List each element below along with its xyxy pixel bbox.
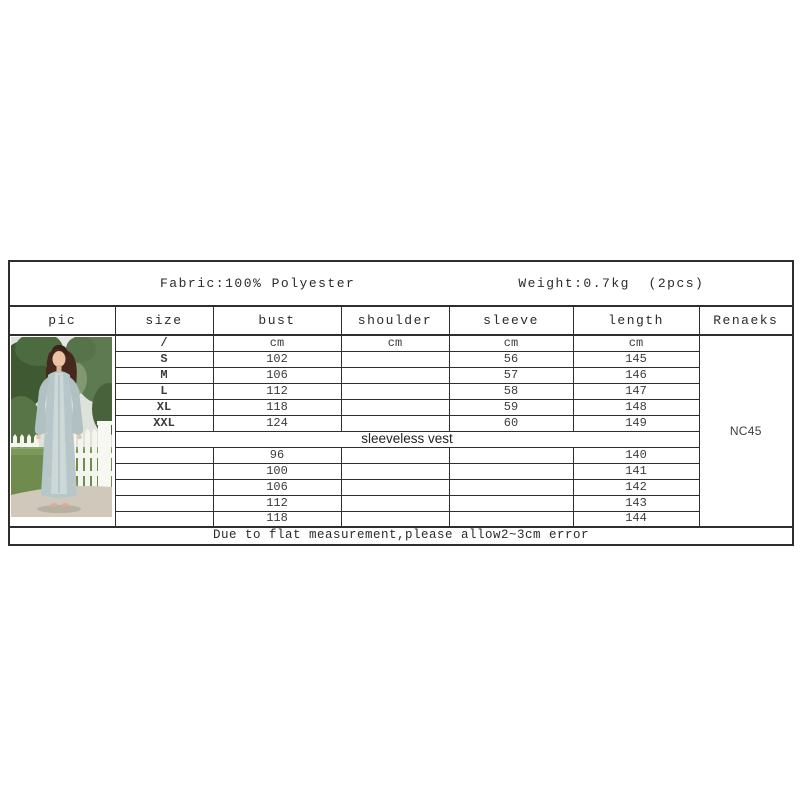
header-shoulder: shoulder — [341, 306, 449, 335]
cell-shoulder — [341, 351, 449, 367]
size-chart-table — [8, 260, 794, 546]
cell-shoulder — [341, 415, 449, 431]
product-photo — [11, 337, 112, 517]
cell-length: 145 — [573, 351, 699, 367]
cell-sleeve: 56 — [449, 351, 573, 367]
model-right-hand — [77, 435, 82, 440]
header-bust: bust — [213, 306, 341, 335]
model-neck — [57, 365, 62, 372]
cell-sleeve: 57 — [449, 367, 573, 383]
model-right-shoe — [62, 503, 69, 507]
header-length: length — [573, 306, 699, 335]
vest-row — [9, 495, 793, 511]
cell-size — [115, 479, 213, 495]
info-cell — [9, 261, 793, 306]
cell-sleeve — [449, 495, 573, 511]
weight-text: Weight:0.7kg (2pcs) — [518, 275, 705, 291]
fence-post — [98, 423, 111, 491]
cell-size — [115, 463, 213, 479]
cell-bust: cm — [213, 335, 341, 351]
table-row-m — [9, 367, 793, 383]
vest-row — [9, 463, 793, 479]
cell-shoulder — [341, 399, 449, 415]
cell-shoulder — [341, 495, 449, 511]
cell-length: 141 — [573, 463, 699, 479]
model-left-shoe — [51, 503, 58, 507]
cell-length: cm — [573, 335, 699, 351]
cell-bust: 124 — [213, 415, 341, 431]
model-shadow — [37, 505, 81, 513]
cell-shoulder — [341, 383, 449, 399]
cell-length: 146 — [573, 367, 699, 383]
note-row — [9, 527, 793, 545]
cell-length: 142 — [573, 479, 699, 495]
product-photo-cell — [9, 335, 115, 527]
vest-row — [9, 447, 793, 463]
cell-sleeve: 60 — [449, 415, 573, 431]
cell-size: S — [115, 351, 213, 367]
model-face — [53, 351, 66, 367]
cell-length: 143 — [573, 495, 699, 511]
cell-length: 149 — [573, 415, 699, 431]
cell-sleeve: 58 — [449, 383, 573, 399]
cell-shoulder — [341, 511, 449, 527]
table-row-units — [9, 335, 793, 351]
table-row-l — [9, 383, 793, 399]
header-sleeve: sleeve — [449, 306, 573, 335]
measurement-note: Due to flat measurement,please allow2~3cm error — [9, 527, 793, 545]
cell-size — [115, 495, 213, 511]
cell-bust: 100 — [213, 463, 341, 479]
cell-length: 147 — [573, 383, 699, 399]
header-pic: pic — [9, 306, 115, 335]
cell-shoulder — [341, 447, 449, 463]
cell-shoulder — [341, 479, 449, 495]
cell-bust: 106 — [213, 479, 341, 495]
table-row-xxl — [9, 415, 793, 431]
header-row — [9, 306, 793, 335]
fabric-text: Fabric:100% Polyester — [160, 275, 356, 291]
cell-bust: 112 — [213, 495, 341, 511]
cell-bust: 102 — [213, 351, 341, 367]
cell-sleeve — [449, 479, 573, 495]
table-row-s — [9, 351, 793, 367]
cell-size — [115, 511, 213, 527]
cell-size — [115, 447, 213, 463]
header-remark: Renaeks — [699, 306, 793, 335]
cell-length: 144 — [573, 511, 699, 527]
cell-sleeve — [449, 511, 573, 527]
cell-size: / — [115, 335, 213, 351]
cell-bust: 118 — [213, 399, 341, 415]
info-texts — [10, 277, 792, 291]
cell-sleeve: 59 — [449, 399, 573, 415]
vest-section-row — [9, 431, 793, 447]
cell-size: XXL — [115, 415, 213, 431]
cell-size: M — [115, 367, 213, 383]
cell-sleeve: cm — [449, 335, 573, 351]
vest-row — [9, 511, 793, 527]
table-row-xl — [9, 399, 793, 415]
cell-bust: 96 — [213, 447, 341, 463]
cell-sleeve — [449, 447, 573, 463]
cell-bust: 106 — [213, 367, 341, 383]
cell-shoulder: cm — [341, 335, 449, 351]
cell-size: L — [115, 383, 213, 399]
cell-sleeve — [449, 463, 573, 479]
cell-size: XL — [115, 399, 213, 415]
cell-length: 140 — [573, 447, 699, 463]
info-row — [9, 261, 793, 306]
header-size: size — [115, 306, 213, 335]
cell-shoulder — [341, 367, 449, 383]
cell-bust: 112 — [213, 383, 341, 399]
model-left-hand — [36, 435, 41, 440]
cell-shoulder — [341, 463, 449, 479]
cell-length: 148 — [573, 399, 699, 415]
cell-bust: 118 — [213, 511, 341, 527]
remark-cell: NC45 — [699, 335, 793, 527]
vest-section-label: sleeveless vest — [115, 431, 699, 447]
vest-row — [9, 479, 793, 495]
